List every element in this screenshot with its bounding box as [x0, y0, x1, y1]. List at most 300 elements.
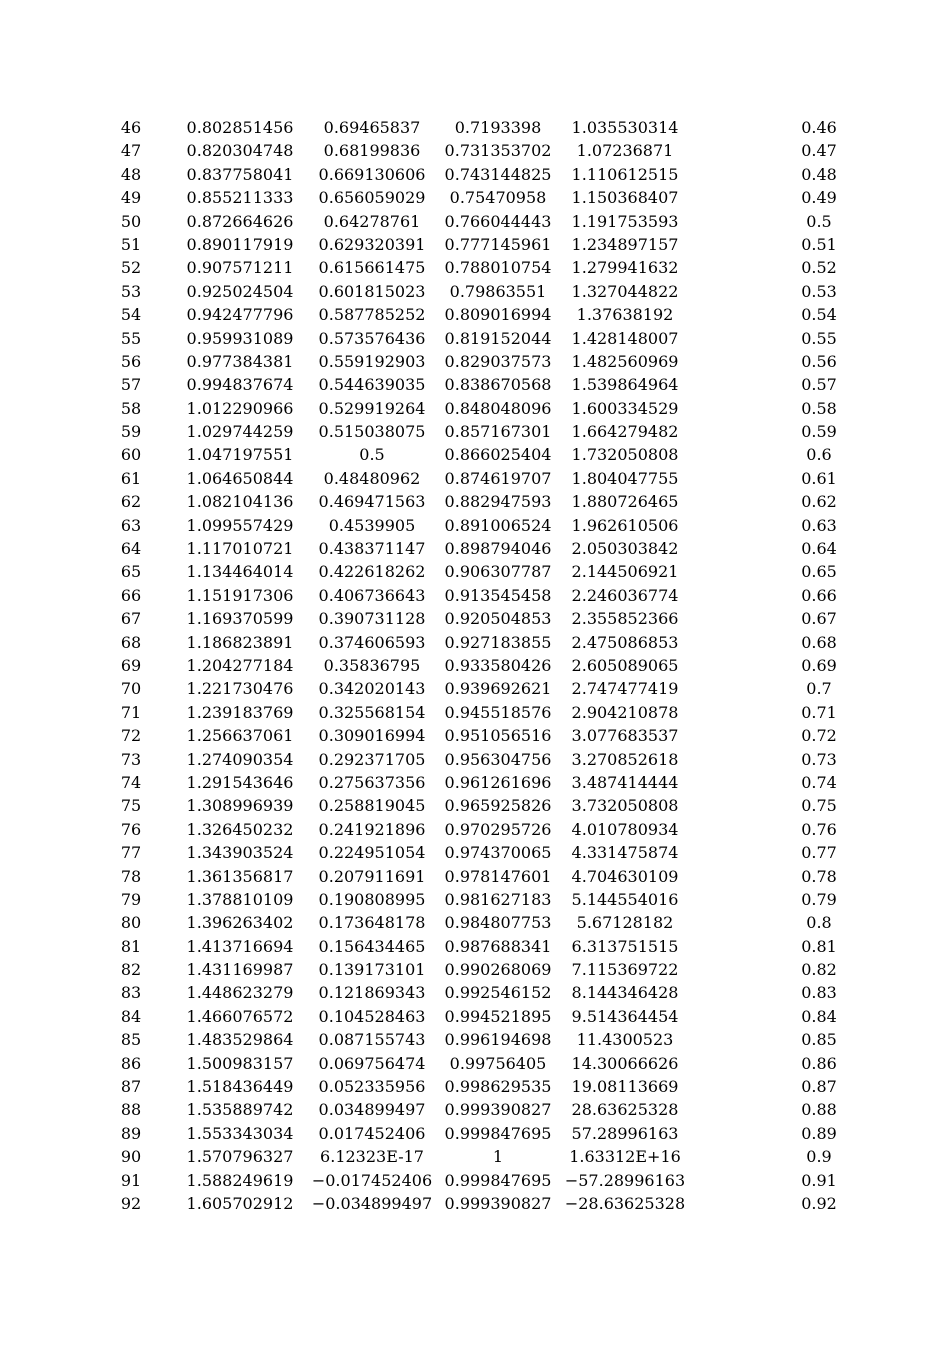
table-cell: 1 — [492, 1147, 504, 1167]
table-cell: 3.077683537 — [571, 726, 679, 746]
table-cell: 0.79 — [801, 889, 837, 909]
table-cell: 1.274090354 — [186, 749, 294, 769]
table-row — [0, 163, 950, 186]
table-cell: 51 — [120, 234, 142, 254]
table-cell: 76 — [120, 819, 142, 839]
table-cell: 0.890117919 — [186, 234, 294, 254]
table-cell: 1.804047755 — [571, 468, 679, 488]
table-cell: 74 — [120, 772, 142, 792]
table-cell: 0.017452406 — [318, 1123, 426, 1143]
table-cell: 58 — [120, 398, 142, 418]
table-cell: 0.987688341 — [444, 936, 552, 956]
table-row — [0, 116, 950, 139]
table-cell: 0.945518576 — [444, 702, 552, 722]
table-row — [0, 1122, 950, 1145]
table-cell: 1.600334529 — [571, 398, 679, 418]
table-cell: 0.66 — [801, 585, 837, 605]
table-cell: 0.920504853 — [444, 609, 552, 629]
table-cell: 6.313751515 — [571, 936, 679, 956]
table-cell: 0.998629535 — [444, 1077, 552, 1097]
table-cell: 3.270852618 — [571, 749, 679, 769]
table-cell: 1.880726465 — [571, 492, 679, 512]
table-row — [0, 1005, 950, 1028]
table-cell: 0.6 — [806, 445, 832, 465]
table-cell: 1.466076572 — [186, 1006, 294, 1026]
table-cell: 83 — [120, 983, 142, 1003]
table-cell: 0.872664626 — [186, 211, 294, 231]
table-cell: 8.144346428 — [571, 983, 679, 1003]
table-cell: 56 — [120, 351, 142, 371]
table-cell: 53 — [120, 281, 142, 301]
table-cell: 1.035530314 — [571, 118, 679, 137]
table-cell: 0.207911691 — [318, 866, 426, 886]
table-cell: 0.981627183 — [444, 889, 552, 909]
table-cell: 0.224951054 — [318, 843, 426, 863]
table-cell: 0.309016994 — [318, 726, 426, 746]
table-cell: 70 — [120, 679, 142, 699]
table-cell: 0.65 — [801, 562, 837, 582]
table-cell: 0.882947593 — [444, 492, 552, 512]
table-cell: 0.933580426 — [444, 655, 552, 675]
table-cell: 50 — [120, 211, 142, 231]
table-cell: 0.59 — [801, 422, 837, 442]
table-cell: 1.63312E+16 — [569, 1147, 681, 1167]
table-cell: 48 — [120, 164, 142, 184]
table-cell: 19.08113669 — [571, 1077, 679, 1097]
table-cell: 71 — [120, 702, 142, 722]
table-cell: 0.69465837 — [323, 118, 421, 137]
table-cell: 0.48 — [801, 164, 837, 184]
table-cell: 0.961261696 — [444, 772, 552, 792]
table-cell: 90 — [120, 1147, 142, 1167]
table-cell: 1.234897157 — [571, 234, 679, 254]
table-row — [0, 888, 950, 911]
table-cell: 0.91 — [801, 1170, 837, 1190]
table-cell: 0.56 — [801, 351, 837, 371]
table-cell: 0.86 — [801, 1053, 837, 1073]
table-row — [0, 467, 950, 490]
table-cell: 0.788010754 — [444, 258, 552, 278]
table-cell: 1.110612515 — [571, 164, 679, 184]
table-cell: 0.087155743 — [318, 1030, 426, 1050]
table-cell: 2.144506921 — [571, 562, 679, 582]
table-cell: 1.413716694 — [186, 936, 294, 956]
table-cell: 0.58 — [801, 398, 837, 418]
table-row — [0, 654, 950, 677]
table-cell: 0.838670568 — [444, 375, 552, 395]
table-cell: 0.63 — [801, 515, 837, 535]
table-cell: 0.999390827 — [444, 1100, 552, 1120]
table-cell: 7.115369722 — [571, 960, 679, 980]
table-cell: 60 — [120, 445, 142, 465]
table-cell: 0.837758041 — [186, 164, 294, 184]
table-cell: −57.28996163 — [564, 1170, 686, 1190]
table-cell: 0.74 — [801, 772, 837, 792]
table-cell: 1.029744259 — [186, 422, 294, 442]
table-cell: 0.8 — [806, 913, 832, 933]
table-cell: 0.53 — [801, 281, 837, 301]
table-cell: 0.342020143 — [318, 679, 426, 699]
table-cell: 28.63625328 — [571, 1100, 679, 1120]
table-cell: 0.258819045 — [318, 796, 426, 816]
table-cell: 62 — [120, 492, 142, 512]
table-cell: 3.732050808 — [571, 796, 679, 816]
table-cell: 1.191753593 — [571, 211, 679, 231]
table-cell: 91 — [120, 1170, 142, 1190]
table-cell: 2.355852366 — [571, 609, 679, 629]
table-cell: 1.664279482 — [571, 422, 679, 442]
table-cell: 1.308996939 — [186, 796, 294, 816]
table-cell: 1.134464014 — [186, 562, 294, 582]
table-cell: 0.104528463 — [318, 1006, 426, 1026]
table-row — [0, 865, 950, 888]
table-cell: 0.75 — [801, 796, 837, 816]
table-cell: 0.034899497 — [318, 1100, 426, 1120]
table-row — [0, 139, 950, 162]
table-cell: 0.4539905 — [328, 515, 416, 535]
table-cell: 87 — [120, 1077, 142, 1097]
table-cell: 0.874619707 — [444, 468, 552, 488]
table-cell: 66 — [120, 585, 142, 605]
table-cell: 84 — [120, 1006, 142, 1026]
table-cell: 0.47 — [801, 141, 837, 161]
table-row — [0, 607, 950, 630]
table-cell: 9.514364454 — [571, 1006, 679, 1026]
table-cell: 0.422618262 — [318, 562, 426, 582]
table-cell: −28.63625328 — [564, 1193, 686, 1213]
table-row — [0, 748, 950, 771]
table-cell: 1.448623279 — [186, 983, 294, 1003]
table-cell: 0.587785252 — [318, 305, 426, 325]
table-cell: 0.970295726 — [444, 819, 552, 839]
table-cell: 0.965925826 — [444, 796, 552, 816]
table-cell: 0.992546152 — [444, 983, 552, 1003]
table-cell: 0.275637356 — [318, 772, 426, 792]
table-cell: 0.069756474 — [318, 1053, 426, 1073]
table-row — [0, 280, 950, 303]
table-cell: 65 — [120, 562, 142, 582]
table-cell: 0.241921896 — [318, 819, 426, 839]
table-cell: 1.151917306 — [186, 585, 294, 605]
table-cell: 0.71 — [801, 702, 837, 722]
table-row — [0, 560, 950, 583]
table-row — [0, 701, 950, 724]
table-row — [0, 420, 950, 443]
table-cell: 49 — [120, 188, 142, 208]
table-cell: 72 — [120, 726, 142, 746]
table-cell: 0.743144825 — [444, 164, 552, 184]
table-cell: 68 — [120, 632, 142, 652]
table-cell: 0.629320391 — [318, 234, 426, 254]
table-cell: 0.85 — [801, 1030, 837, 1050]
table-cell: 0.999847695 — [444, 1123, 552, 1143]
table-cell: 0.866025404 — [444, 445, 552, 465]
table-row — [0, 1075, 950, 1098]
table-cell: 0.990268069 — [444, 960, 552, 980]
table-cell: 1.082104136 — [186, 492, 294, 512]
table-cell: 0.939692621 — [444, 679, 552, 699]
table-cell: 86 — [120, 1053, 142, 1073]
table-row — [0, 911, 950, 934]
table-cell: 1.256637061 — [186, 726, 294, 746]
table-row — [0, 818, 950, 841]
table-cell: 0.996194698 — [444, 1030, 552, 1050]
table-cell: 1.099557429 — [186, 515, 294, 535]
table-cell: 0.978147601 — [444, 866, 552, 886]
table-cell: 0.57 — [801, 375, 837, 395]
table-cell: 2.747477419 — [571, 679, 679, 699]
table-cell: 0.82 — [801, 960, 837, 980]
table-row — [0, 233, 950, 256]
table-cell: 0.72 — [801, 726, 837, 746]
table-cell: 1.482560969 — [571, 351, 679, 371]
table-cell: 0.669130606 — [318, 164, 426, 184]
table-cell: 0.529919264 — [318, 398, 426, 418]
table-cell: 0.942477796 — [186, 305, 294, 325]
table-row — [0, 584, 950, 607]
table-cell: 0.84 — [801, 1006, 837, 1026]
table-cell: 0.959931089 — [186, 328, 294, 348]
table-cell: 0.87 — [801, 1077, 837, 1097]
table-cell: 1.962610506 — [571, 515, 679, 535]
table-cell: 0.55 — [801, 328, 837, 348]
table-cell: 0.615661475 — [318, 258, 426, 278]
table-cell: 1.150368407 — [571, 188, 679, 208]
table-cell: 0.121869343 — [318, 983, 426, 1003]
table-cell: 0.76 — [801, 819, 837, 839]
table-cell: 1.279941632 — [571, 258, 679, 278]
table-cell: 63 — [120, 515, 142, 535]
table-cell: 0.92 — [801, 1193, 837, 1213]
table-cell: 4.331475874 — [571, 843, 679, 863]
table-cell: 0.907571211 — [186, 258, 294, 278]
table-cell: 1.535889742 — [186, 1100, 294, 1120]
table-cell: 6.12323E-17 — [320, 1147, 424, 1167]
table-cell: 1.37638192 — [576, 305, 674, 325]
table-row — [0, 1028, 950, 1051]
table-cell: 0.139173101 — [318, 960, 426, 980]
table-cell: 0.88 — [801, 1100, 837, 1120]
table-cell: 0.956304756 — [444, 749, 552, 769]
table-cell: 82 — [120, 960, 142, 980]
table-cell: 0.61 — [801, 468, 837, 488]
table-cell: 0.62 — [801, 492, 837, 512]
table-cell: 3.487414444 — [571, 772, 679, 792]
table-cell: 0.994837674 — [186, 375, 294, 395]
table-cell: −0.034899497 — [311, 1193, 433, 1213]
table-row — [0, 443, 950, 466]
table-cell: 5.144554016 — [571, 889, 679, 909]
table-cell: 0.999390827 — [444, 1193, 552, 1213]
table-cell: 0.809016994 — [444, 305, 552, 325]
table-cell: 64 — [120, 539, 142, 559]
table-cell: 89 — [120, 1123, 142, 1143]
table-row — [0, 1098, 950, 1121]
table-cell: 1.326450232 — [186, 819, 294, 839]
table-cell: 88 — [120, 1100, 142, 1120]
table-cell: 1.327044822 — [571, 281, 679, 301]
table-cell: 0.79863551 — [449, 281, 547, 301]
table-cell: 1.539864964 — [571, 375, 679, 395]
table-row — [0, 724, 950, 747]
table-cell: 47 — [120, 141, 142, 161]
table-cell: 0.925024504 — [186, 281, 294, 301]
table-cell: 0.54 — [801, 305, 837, 325]
table-row — [0, 210, 950, 233]
table-cell: 57 — [120, 375, 142, 395]
table-cell: 67 — [120, 609, 142, 629]
table-cell: 0.731353702 — [444, 141, 552, 161]
table-cell: 0.559192903 — [318, 351, 426, 371]
table-cell: 0.9 — [806, 1147, 832, 1167]
table-cell: 0.802851456 — [186, 118, 294, 137]
table-cell: 0.51 — [801, 234, 837, 254]
table-cell: 5.67128182 — [576, 913, 674, 933]
table-row — [0, 1145, 950, 1168]
table-row — [0, 514, 950, 537]
table-cell: 0.999847695 — [444, 1170, 552, 1190]
table-row — [0, 1169, 950, 1192]
table-cell: 52 — [120, 258, 142, 278]
table-cell: 2.475086853 — [571, 632, 679, 652]
table-cell: 0.855211333 — [186, 188, 294, 208]
table-row — [0, 256, 950, 279]
table-cell: 0.52 — [801, 258, 837, 278]
table-cell: 0.898794046 — [444, 539, 552, 559]
table-cell: 0.81 — [801, 936, 837, 956]
table-cell: 2.050303842 — [571, 539, 679, 559]
table-row — [0, 350, 950, 373]
table-cell: 2.246036774 — [571, 585, 679, 605]
table-cell: 0.64278761 — [323, 211, 421, 231]
table-cell: 59 — [120, 422, 142, 442]
table-cell: 1.605702912 — [186, 1193, 294, 1213]
table-cell: 0.75470958 — [449, 188, 547, 208]
table-row — [0, 631, 950, 654]
table-cell: 1.518436449 — [186, 1077, 294, 1097]
table-cell: 0.656059029 — [318, 188, 426, 208]
table-cell: 0.390731128 — [318, 609, 426, 629]
table-cell: 1.186823891 — [186, 632, 294, 652]
table-cell: 14.30066626 — [571, 1053, 679, 1073]
table-cell: 0.374606593 — [318, 632, 426, 652]
table-cell: 0.573576436 — [318, 328, 426, 348]
table-cell: 0.515038075 — [318, 422, 426, 442]
table-cell: 85 — [120, 1030, 142, 1050]
table-row — [0, 771, 950, 794]
table-cell: 1.732050808 — [571, 445, 679, 465]
table-cell: 0.68 — [801, 632, 837, 652]
table-cell: 0.544639035 — [318, 375, 426, 395]
table-cell: 1.204277184 — [186, 655, 294, 675]
table-cell: 0.7 — [806, 679, 832, 699]
table-cell: 1.117010721 — [186, 539, 294, 559]
table-cell: 81 — [120, 936, 142, 956]
table-cell: 0.906307787 — [444, 562, 552, 582]
table-cell: 0.83 — [801, 983, 837, 1003]
table-row — [0, 327, 950, 350]
table-row — [0, 958, 950, 981]
table-cell: 0.89 — [801, 1123, 837, 1143]
table-cell: 1.064650844 — [186, 468, 294, 488]
table-cell: 0.5 — [806, 211, 832, 231]
table-row — [0, 841, 950, 864]
table-cell: 0.35836795 — [323, 655, 421, 675]
table-cell: 1.500983157 — [186, 1053, 294, 1073]
table-cell: 0.46 — [801, 118, 837, 137]
table-cell: 0.469471563 — [318, 492, 426, 512]
table-cell: 0.777145961 — [444, 234, 552, 254]
table-row — [0, 186, 950, 209]
table-row — [0, 935, 950, 958]
table-cell: 0.67 — [801, 609, 837, 629]
table-cell: 0.173648178 — [318, 913, 426, 933]
table-cell: 0.73 — [801, 749, 837, 769]
table-row — [0, 677, 950, 700]
table-cell: 0.77 — [801, 843, 837, 863]
table-cell: 1.428148007 — [571, 328, 679, 348]
table-cell: 0.64 — [801, 539, 837, 559]
table-cell: 11.4300523 — [576, 1030, 674, 1050]
table-cell: 75 — [120, 796, 142, 816]
table-cell: 1.378810109 — [186, 889, 294, 909]
table-cell: 1.343903524 — [186, 843, 294, 863]
table-row — [0, 537, 950, 560]
table-cell: 0.156434465 — [318, 936, 426, 956]
table-cell: 0.994521895 — [444, 1006, 552, 1026]
table-cell: 77 — [120, 843, 142, 863]
table-cell: 0.829037573 — [444, 351, 552, 371]
table-cell: 1.396263402 — [186, 913, 294, 933]
table-cell: 0.052335956 — [318, 1077, 426, 1097]
table-cell: 57.28996163 — [571, 1123, 679, 1143]
table-cell: 0.292371705 — [318, 749, 426, 769]
table-cell: 1.169370599 — [186, 609, 294, 629]
table-cell: 80 — [120, 913, 142, 933]
table-cell: 0.927183855 — [444, 632, 552, 652]
table-row — [0, 981, 950, 1004]
table-cell: 0.438371147 — [318, 539, 426, 559]
table-cell: 1.291543646 — [186, 772, 294, 792]
table-cell: 0.819152044 — [444, 328, 552, 348]
table-cell: 2.605089065 — [571, 655, 679, 675]
table-cell: 55 — [120, 328, 142, 348]
table-cell: 0.68199836 — [323, 141, 421, 161]
table-cell: 0.48480962 — [323, 468, 421, 488]
table-cell: 0.69 — [801, 655, 837, 675]
table-cell: 0.977384381 — [186, 351, 294, 371]
table-cell: 0.974370065 — [444, 843, 552, 863]
table-cell: 0.78 — [801, 866, 837, 886]
table-cell: 0.848048096 — [444, 398, 552, 418]
table-cell: 0.913545458 — [444, 585, 552, 605]
table-cell: 1.431169987 — [186, 960, 294, 980]
table-cell: 1.361356817 — [186, 866, 294, 886]
table-cell: 0.99756405 — [449, 1053, 547, 1073]
table-cell: 1.012290966 — [186, 398, 294, 418]
table-row — [0, 303, 950, 326]
table-cell: 78 — [120, 866, 142, 886]
table-cell: 0.601815023 — [318, 281, 426, 301]
table-cell: 1.588249619 — [186, 1170, 294, 1190]
table-cell: 1.07236871 — [576, 141, 674, 161]
table-cell: 0.190808995 — [318, 889, 426, 909]
table-cell: 0.766044443 — [444, 211, 552, 231]
table-cell: 54 — [120, 305, 142, 325]
table-cell: 4.704630109 — [571, 866, 679, 886]
table-cell: −0.017452406 — [311, 1170, 433, 1190]
table-cell: 0.7193398 — [454, 118, 542, 137]
